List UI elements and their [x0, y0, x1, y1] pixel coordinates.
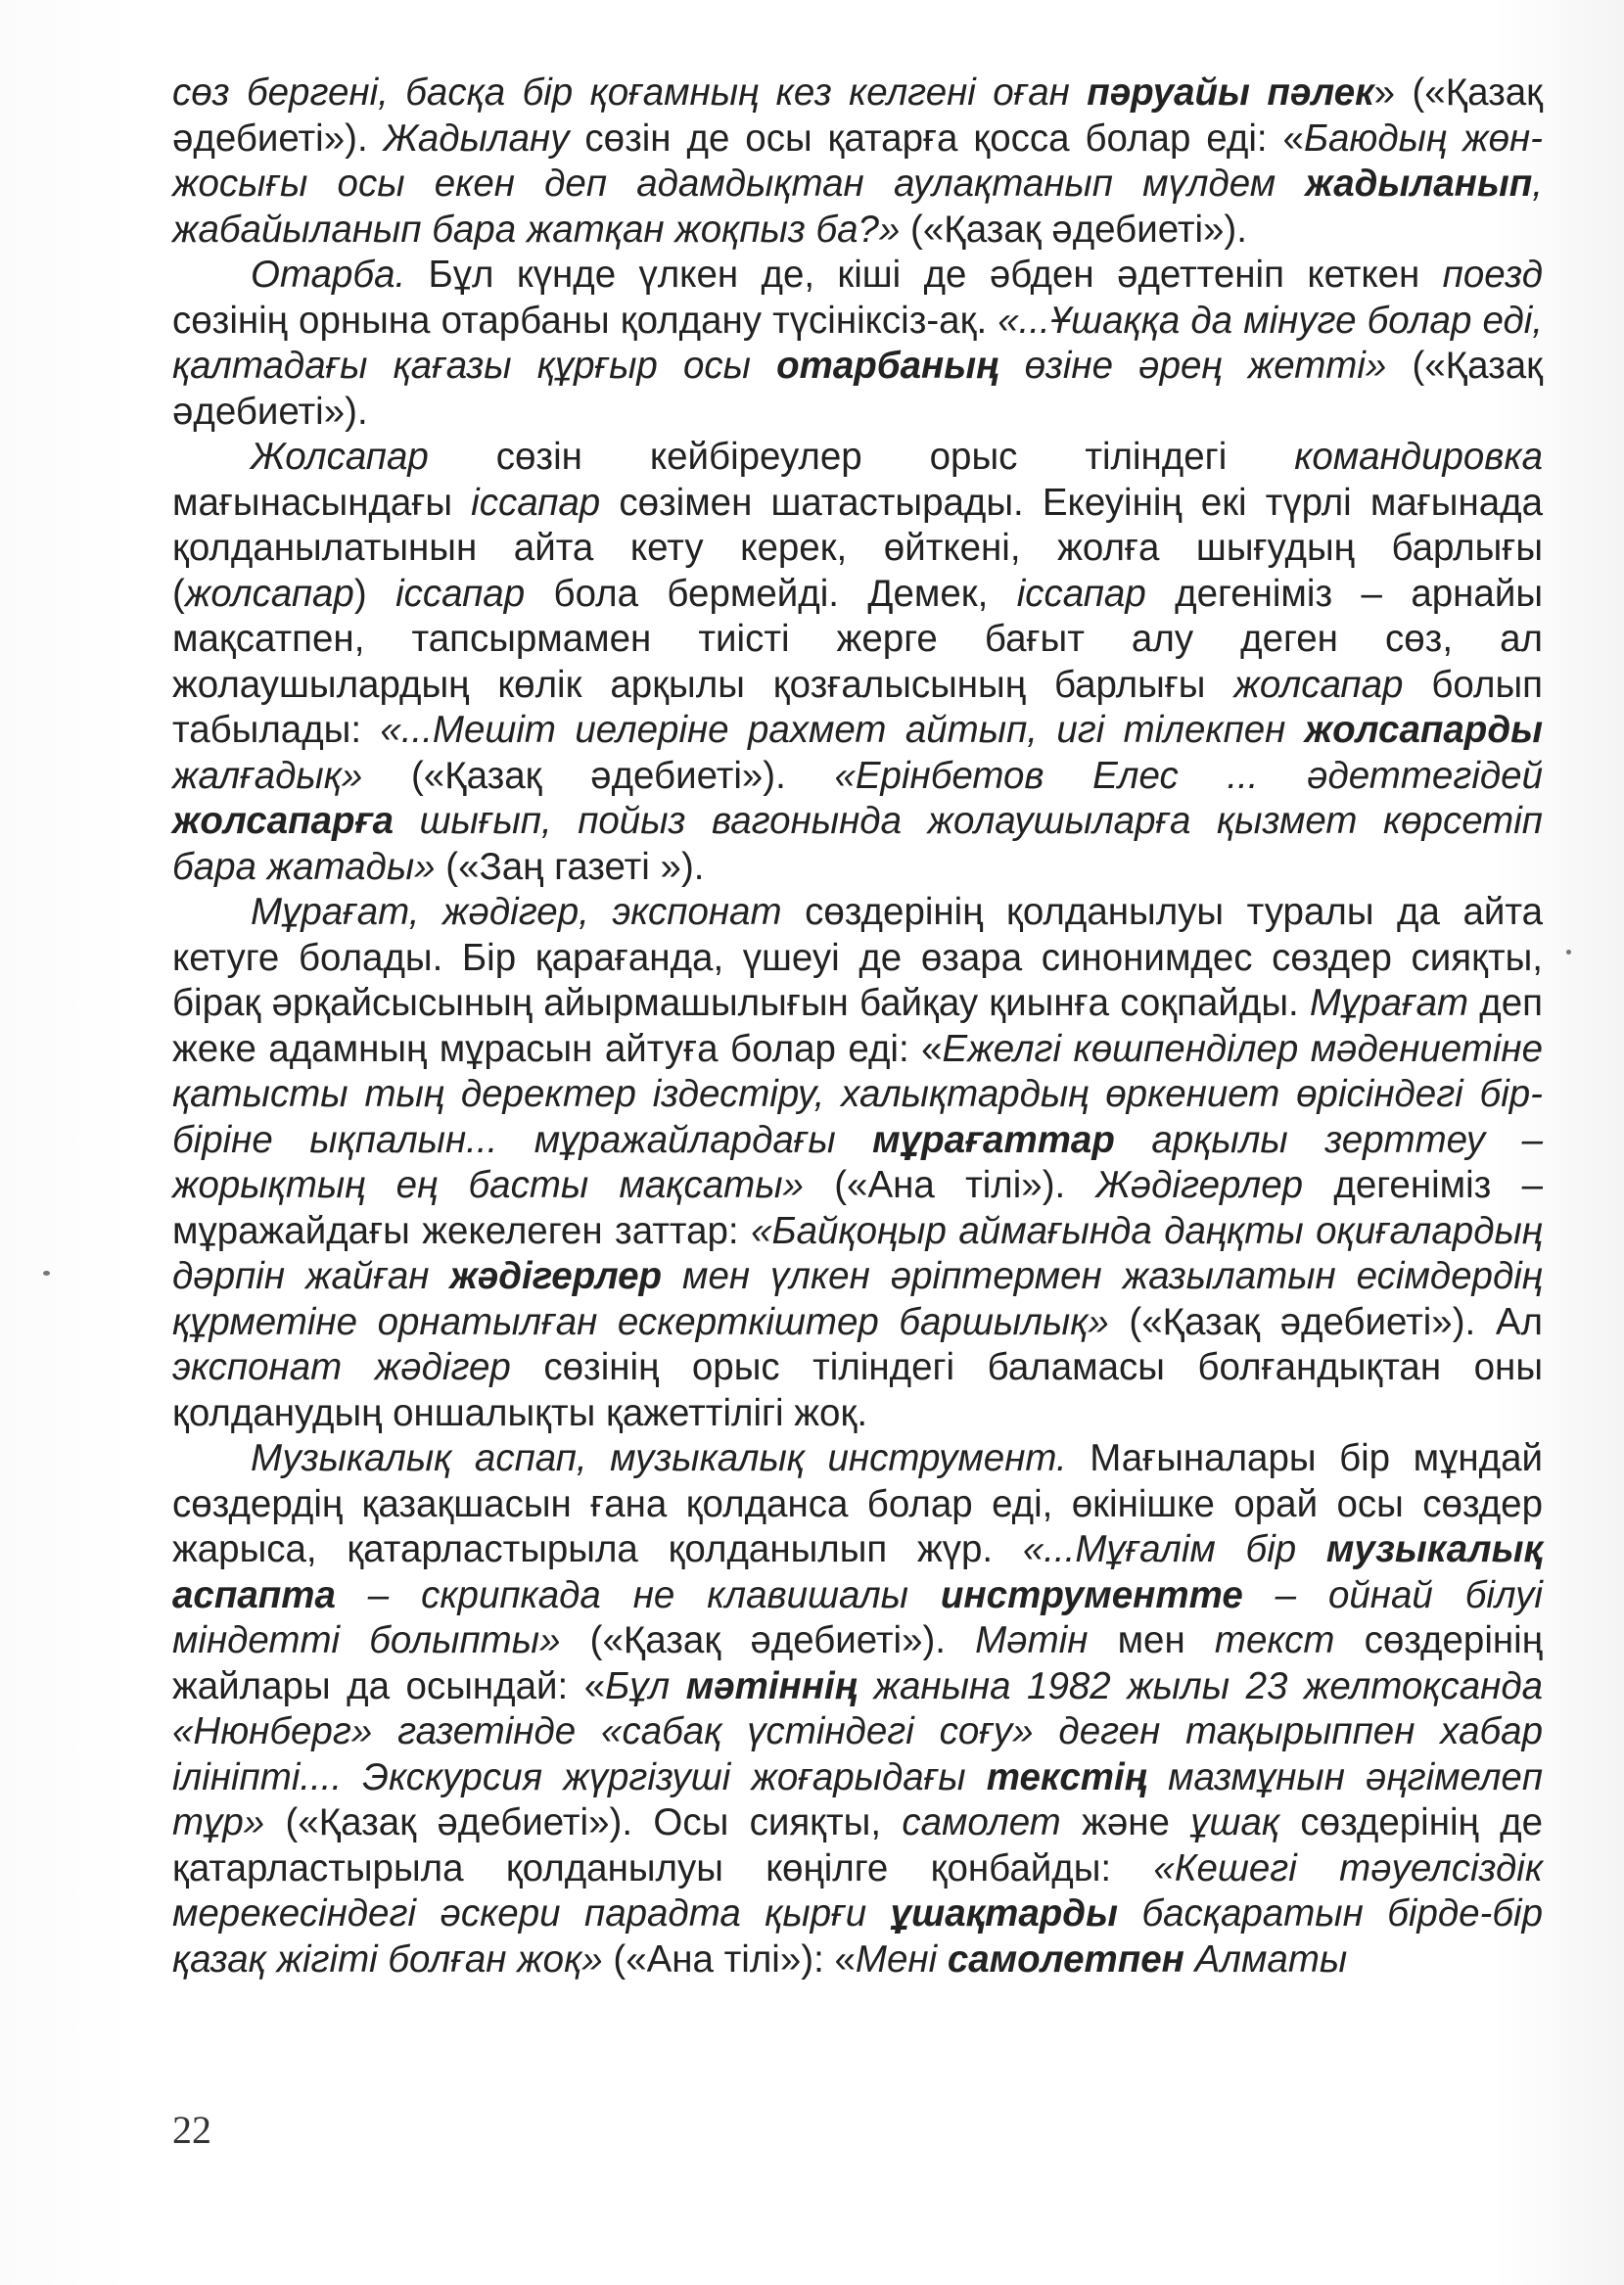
- emphasized-term: жолсапарды: [1304, 709, 1543, 751]
- italic-text: «Кешегі тәуелсіздік мерекесіндегі әскери парадта қырғи: [172, 1846, 1543, 1935]
- italic-text: Жәдігерлер: [1095, 1164, 1304, 1206]
- italic-text: , жабайыланып бара жатқан жоқпыз ба?»: [172, 163, 1543, 251]
- paragraph: [172, 70, 1543, 253]
- text-run: сөзінің орнына отарбаны қолдану түсініксіз-ақ.: [172, 299, 998, 342]
- text-run: («Қазақ әдебиеті»). Ал: [1108, 1300, 1543, 1343]
- emphasized-term: жолсапарға: [172, 800, 394, 842]
- text-run: сөздерінің қолданылуы туралы да айта кетуге болады. Бір қарағанда, үшеуі де өзара синонимдес сөздер сияқты, бірақ әрқайсысының айырмашылығын байқау қиынға соқпайды.: [172, 891, 1543, 1024]
- italic-text: жолсапар: [1233, 663, 1404, 706]
- italic-text: шығып, пойыз вагонында жолаушыларға қызмет көрсетіп бара жатады»: [172, 800, 1543, 888]
- italic-text: Мұрағат, жәдігер, экспонат: [251, 891, 782, 933]
- italic-text: жолсапар: [184, 572, 354, 615]
- text-run: Бұл күнде үлкен де, кіші де әбден әдеттеніп кеткен: [405, 254, 1443, 296]
- text-run: дегеніміз – мұражайдағы жекелеген заттар:: [172, 1164, 1543, 1252]
- italic-text: ұшақ: [1190, 1801, 1280, 1843]
- emphasized-term: пәруайы пәлек: [1087, 71, 1374, 114]
- italic-text: жанына 1982 жылы 23 желтоқсанда «Нюнберг» газетінде «сабақ үстіндегі соғу» деген тақырыппен хабар ілініпті.... Экскурсия жүргізуші жоғарыдағы: [172, 1664, 1544, 1798]
- text-run: дегеніміз – арнайы мақсатпен, тапсырмамен тиісті жерге бағыт алу деген сөз, ал жолаушылардың көлік арқылы қозғалысының барлығы: [172, 572, 1544, 706]
- italic-text: Мұрағат: [1309, 982, 1469, 1024]
- emphasized-term: инструментте: [940, 1573, 1243, 1616]
- italic-text: командировка: [1294, 436, 1543, 478]
- text-run: Мағыналары бір мұндай сөздердің қазақшасын ғана қолданса болар еді, өкінішке орай осы сөздер жарыса, қатарластырыла қолданылып жүр.: [172, 1437, 1543, 1570]
- italic-text: «...Мешіт иелеріне рахмет айтып, игі тілекпен: [380, 709, 1305, 751]
- emphasized-term: жәдігерлер: [449, 1255, 663, 1297]
- italic-text: Отарба.: [251, 254, 406, 296]
- paragraph: [172, 253, 1543, 435]
- emphasized-term: самолетпен: [947, 1937, 1184, 1981]
- italic-text: арқылы зерттеу – жорықтың ең басты мақсаты»: [172, 1118, 1543, 1206]
- italic-text: Жолсапар: [251, 436, 429, 478]
- italic-text: өзіне әрең жетті»: [998, 345, 1387, 387]
- emphasized-term: музыкалық аспапта: [172, 1528, 1543, 1616]
- text-run: болып табылады:: [172, 663, 1543, 751]
- italic-text: мен үлкен әріптермен жазылатын есімдердің құрметіне орнатылған ескерткіштер баршылық»: [172, 1255, 1543, 1343]
- italic-text: Бұл: [605, 1664, 686, 1707]
- italic-text: – ойнай білуі міндетті болыпты»: [172, 1573, 1543, 1661]
- emphasized-term: отарбаның: [776, 345, 999, 387]
- text-run: бола бермейді. Демек,: [525, 572, 1017, 615]
- page-number: 22: [172, 2108, 211, 2152]
- text-run: сөзімен шатастырады. Екеуінің екі түрлі мағынада қолданылатынын айта кету керек, өйткені, жолға шығудың барлығы (: [172, 481, 1543, 615]
- emphasized-term: текстің: [986, 1755, 1147, 1798]
- italic-text: Мені: [855, 1937, 948, 1981]
- italic-text: Жадылану: [383, 117, 570, 160]
- italic-text: Баюдың жөн-жосығы осы екен деп адамдықтан аулақтанып мүлдем: [172, 117, 1543, 205]
- text-run: » («Қазақ әдебиеті»).: [172, 71, 1544, 160]
- italic-text: – скрипкада не клавишалы: [335, 1573, 941, 1616]
- emphasized-term: мәтіннің: [685, 1664, 858, 1707]
- italic-text: Алматы: [1183, 1937, 1348, 1981]
- text-run: сөздерінің де қатарластырыла қолданылуы көңілге қонбайды:: [172, 1801, 1544, 1889]
- italic-text: поезд: [1442, 254, 1543, 296]
- italic-text: «Ерінбетов Елес ... әдеттегідей: [834, 754, 1543, 797]
- text-run: («Заң газеті »).: [435, 845, 705, 888]
- scan-speck: [1566, 950, 1571, 955]
- italic-text: экспонат жәдігер: [172, 1346, 511, 1388]
- emphasized-term: жадыланып: [1305, 163, 1533, 205]
- italic-text: іссапар: [395, 572, 526, 615]
- italic-text: Мәтін: [975, 1619, 1089, 1661]
- italic-text: іссапар: [1016, 572, 1146, 615]
- text-run: («Қазақ әдебиеті»).: [560, 1619, 976, 1661]
- text-run: («Қазақ әдебиеті»). Осы сияқты,: [264, 1801, 903, 1843]
- italic-text: самолет: [902, 1801, 1061, 1843]
- emphasized-term: ұшақтарды: [890, 1892, 1118, 1935]
- italic-text: Ежелгі көшпенділер мәдениетіне қатысты тың деректер іздестіру, халықтардың өркениет өрісіндегі бір-біріне ықпалын... мұражайлардағы: [172, 1027, 1544, 1161]
- text-run: мағынасындағы: [172, 481, 472, 524]
- text-run: («Ана тілі»): «: [602, 1937, 856, 1981]
- text-run: сөзін кейбіреулер орыс тіліндегі: [428, 436, 1295, 478]
- text-run: («Ана тілі»).: [803, 1164, 1096, 1206]
- text-run: ): [353, 572, 396, 615]
- italic-text: Музыкалық аспап, музыкалық инструмент.: [251, 1437, 1067, 1479]
- scan-speck: [43, 1271, 50, 1276]
- text-run: және: [1060, 1801, 1191, 1843]
- italic-text: іссапар: [471, 481, 601, 524]
- paragraph: [172, 1436, 1543, 1982]
- text-run: сөзінің орыс тіліндегі баламасы болғандықтан оны қолданудың оншалықты қажеттілігі жоқ.: [172, 1346, 1543, 1434]
- text-run: мен: [1088, 1619, 1215, 1661]
- italic-text: «Байқоңыр аймағында даңқты оқиғалардың дәрпін жайған: [172, 1209, 1543, 1297]
- paragraph: [172, 890, 1543, 1436]
- text-run: сөзін де осы қатарға қосса болар еді: «: [569, 117, 1304, 160]
- italic-text: текст: [1214, 1619, 1335, 1661]
- text-run: («Қазақ әдебиеті»).: [362, 754, 835, 797]
- emphasized-term: мұрағаттар: [872, 1118, 1115, 1161]
- text-run: сөздерінің жайлары да осындай: «: [172, 1619, 1543, 1707]
- italic-text: жалғадық»: [172, 754, 363, 797]
- italic-text: сөз бергені, басқа бір қоғамның кез келгені оған: [172, 71, 1088, 114]
- italic-text: «...Мұғалім бір: [1022, 1528, 1326, 1570]
- italic-text: «...Ұшаққа да мінуге болар еді, қалтадағы қағазы құрғыр осы: [172, 299, 1543, 387]
- body-text: [172, 70, 1543, 1982]
- paragraph: [172, 435, 1543, 890]
- text-run: («Қазақ әдебиеті»).: [900, 208, 1247, 251]
- italic-text: басқаратын бірде-бір қазақ жігіті болған жоқ»: [172, 1892, 1543, 1981]
- italic-text: мазмұнын әңгімелеп тұр»: [172, 1755, 1544, 1843]
- text-run: («Қазақ әдебиеті»).: [172, 345, 1543, 433]
- text-run: деп жеке адамның мұрасын айтуға болар еді: «: [172, 982, 1544, 1070]
